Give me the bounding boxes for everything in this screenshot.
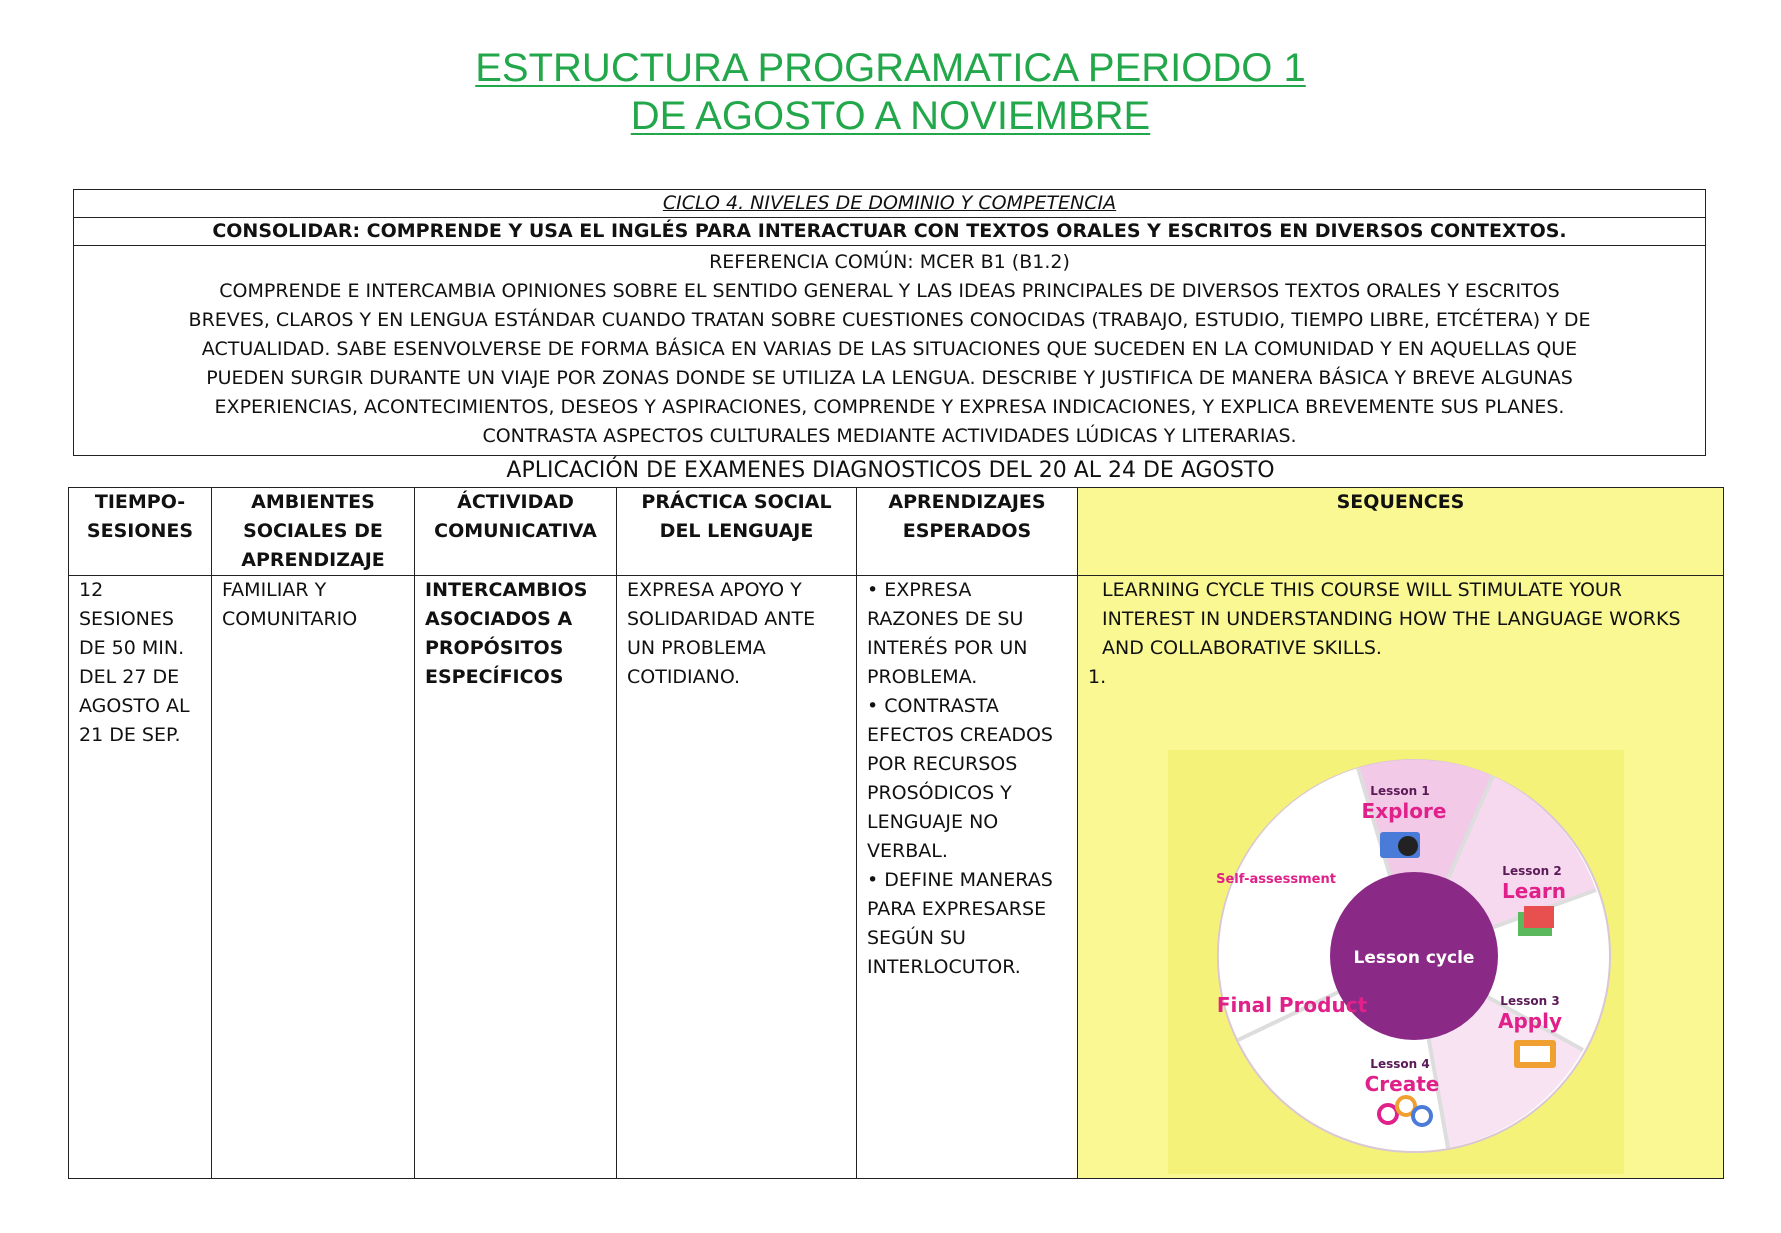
lesson1-label: Lesson 1 bbox=[1370, 784, 1430, 798]
sequences-text: LEARNING CYCLE THIS COURSE WILL STIMULATE YOUR INTEREST IN UNDERSTANDING HOW THE LANGUAGE WORKS AND COLLABORATIVE SKILLS. bbox=[1102, 579, 1681, 659]
lesson2-label: Lesson 2 bbox=[1502, 864, 1562, 878]
self-assessment-label: Self-assessment bbox=[1216, 872, 1336, 887]
title-line-2: DE AGOSTO A NOVIEMBRE bbox=[630, 94, 1151, 138]
header-sequences: SEQUENCES bbox=[1078, 488, 1724, 576]
ciclo-title-row bbox=[74, 190, 1705, 218]
ciclo-box bbox=[73, 189, 1706, 456]
sequences-number: 1. bbox=[1088, 666, 1107, 688]
cell-actividad: INTERCAMBIOS ASOCIADOS A PROPÓSITOS ESPECÍFICOS bbox=[415, 576, 617, 1179]
apply-icon bbox=[1514, 1040, 1556, 1068]
cell-ambientes: FAMILIAR Y COMUNITARIO bbox=[212, 576, 415, 1179]
lesson-cycle-diagram bbox=[1168, 750, 1624, 1174]
title-line-1: ESTRUCTURA PROGRAMATICA PERIODO 1 bbox=[475, 46, 1306, 90]
header-tiempo: TIEMPO-SESIONES bbox=[69, 488, 212, 576]
cell-aprendizajes bbox=[857, 576, 1078, 1179]
header-actividad: ÁCTIVIDAD COMUNICATIVA bbox=[415, 488, 617, 576]
explore-icon bbox=[1380, 832, 1420, 858]
desc-line: BREVES, CLAROS Y EN LENGUA ESTÁNDAR CUANDO TRATAN SOBRE CUESTIONES CONOCIDAS (TRABAJO, ESTUDIO, TIEMPO LIBRE, ETCÉTERA) Y DE bbox=[188, 309, 1591, 331]
desc-line: EXPERIENCIAS, ACONTECIMIENTOS, DESEOS Y ASPIRACIONES, COMPRENDE Y EXPRESA INDICACIONES, Y EXPLICA BREVEMENTE SUS PLANES. bbox=[214, 396, 1565, 418]
lesson1-name: Explore bbox=[1361, 799, 1447, 823]
header-practica: PRÁCTICA SOCIAL DEL LENGUAJE bbox=[617, 488, 857, 576]
ciclo-title: CICLO 4. NIVELES DE DOMINIO Y COMPETENCIA bbox=[662, 192, 1117, 214]
lesson4-name: Create bbox=[1364, 1072, 1440, 1096]
aprendizaje-item: • EXPRESA RAZONES DE SU INTERÉS POR UN PROBLEMA. bbox=[867, 579, 1028, 688]
referencia: REFERENCIA COMÚN: MCER B1 (B1.2) bbox=[709, 251, 1070, 273]
consolidar-row: CONSOLIDAR: COMPRENDE Y USA EL INGLÉS PARA INTERACTUAR CON TEXTOS ORALES Y ESCRITOS EN DIVERSOS CONTEXTOS. bbox=[74, 218, 1705, 246]
desc-line: COMPRENDE E INTERCAMBIA OPINIONES SOBRE EL SENTIDO GENERAL Y LAS IDEAS PRINCIPALES DE DIVERSOS TEXTOS ORALES Y ESCRITOS bbox=[219, 280, 1560, 302]
lesson3-name: Apply bbox=[1497, 1009, 1563, 1033]
table-header-row bbox=[69, 488, 1724, 576]
aprendizaje-item: • DEFINE MANERAS PARA EXPRESARSE SEGÚN SU INTERLOCUTOR. bbox=[867, 869, 1053, 978]
lesson2-name: Learn bbox=[1502, 879, 1566, 903]
lesson3-label: Lesson 3 bbox=[1500, 994, 1560, 1008]
desc-line: CONTRASTA ASPECTOS CULTURALES MEDIANTE ACTIVIDADES LÚDICAS Y LITERARIAS. bbox=[482, 425, 1297, 447]
cycle-center-label: Lesson cycle bbox=[1353, 948, 1475, 968]
diagnostico-note: APLICACIÓN DE EXAMENES DIAGNOSTICOS DEL 20 AL 24 DE AGOSTO bbox=[506, 458, 1275, 483]
header-aprendizajes: APRENDIZAJES ESPERADOS bbox=[857, 488, 1078, 576]
cell-tiempo: 12 SESIONES DE 50 MIN. DEL 27 DE AGOSTO AL 21 DE SEP. bbox=[69, 576, 212, 1179]
aprendizaje-item: • CONTRASTA EFECTOS CREADOS POR RECURSOS PROSÓDICOS Y LENGUAJE NO VERBAL. bbox=[867, 695, 1053, 862]
referencia-row bbox=[74, 246, 1705, 455]
page-title bbox=[0, 44, 1781, 140]
cell-practica: EXPRESA APOYO Y SOLIDARIDAD ANTE UN PROBLEMA COTIDIANO. bbox=[617, 576, 857, 1179]
lesson-cycle-svg bbox=[1168, 750, 1624, 1174]
desc-line: PUEDEN SURGIR DURANTE UN VIAJE POR ZONAS DONDE SE UTILIZA LA LENGUA. DESCRIBE Y JUSTIFICA DE MANERA BÁSICA Y BREVE ALGUNAS bbox=[206, 367, 1573, 389]
header-ambientes: AMBIENTES SOCIALES DE APRENDIZAJE bbox=[212, 488, 415, 576]
final-product-label: Final Product bbox=[1216, 993, 1368, 1017]
desc-line: ACTUALIDAD. SABE ESENVOLVERSE DE FORMA BÁSICA EN VARIAS DE LAS SITUACIONES QUE SUCEDEN EN LA COMUNIDAD Y EN AQUELLAS QUE bbox=[201, 338, 1578, 360]
lesson4-label: Lesson 4 bbox=[1370, 1057, 1430, 1071]
